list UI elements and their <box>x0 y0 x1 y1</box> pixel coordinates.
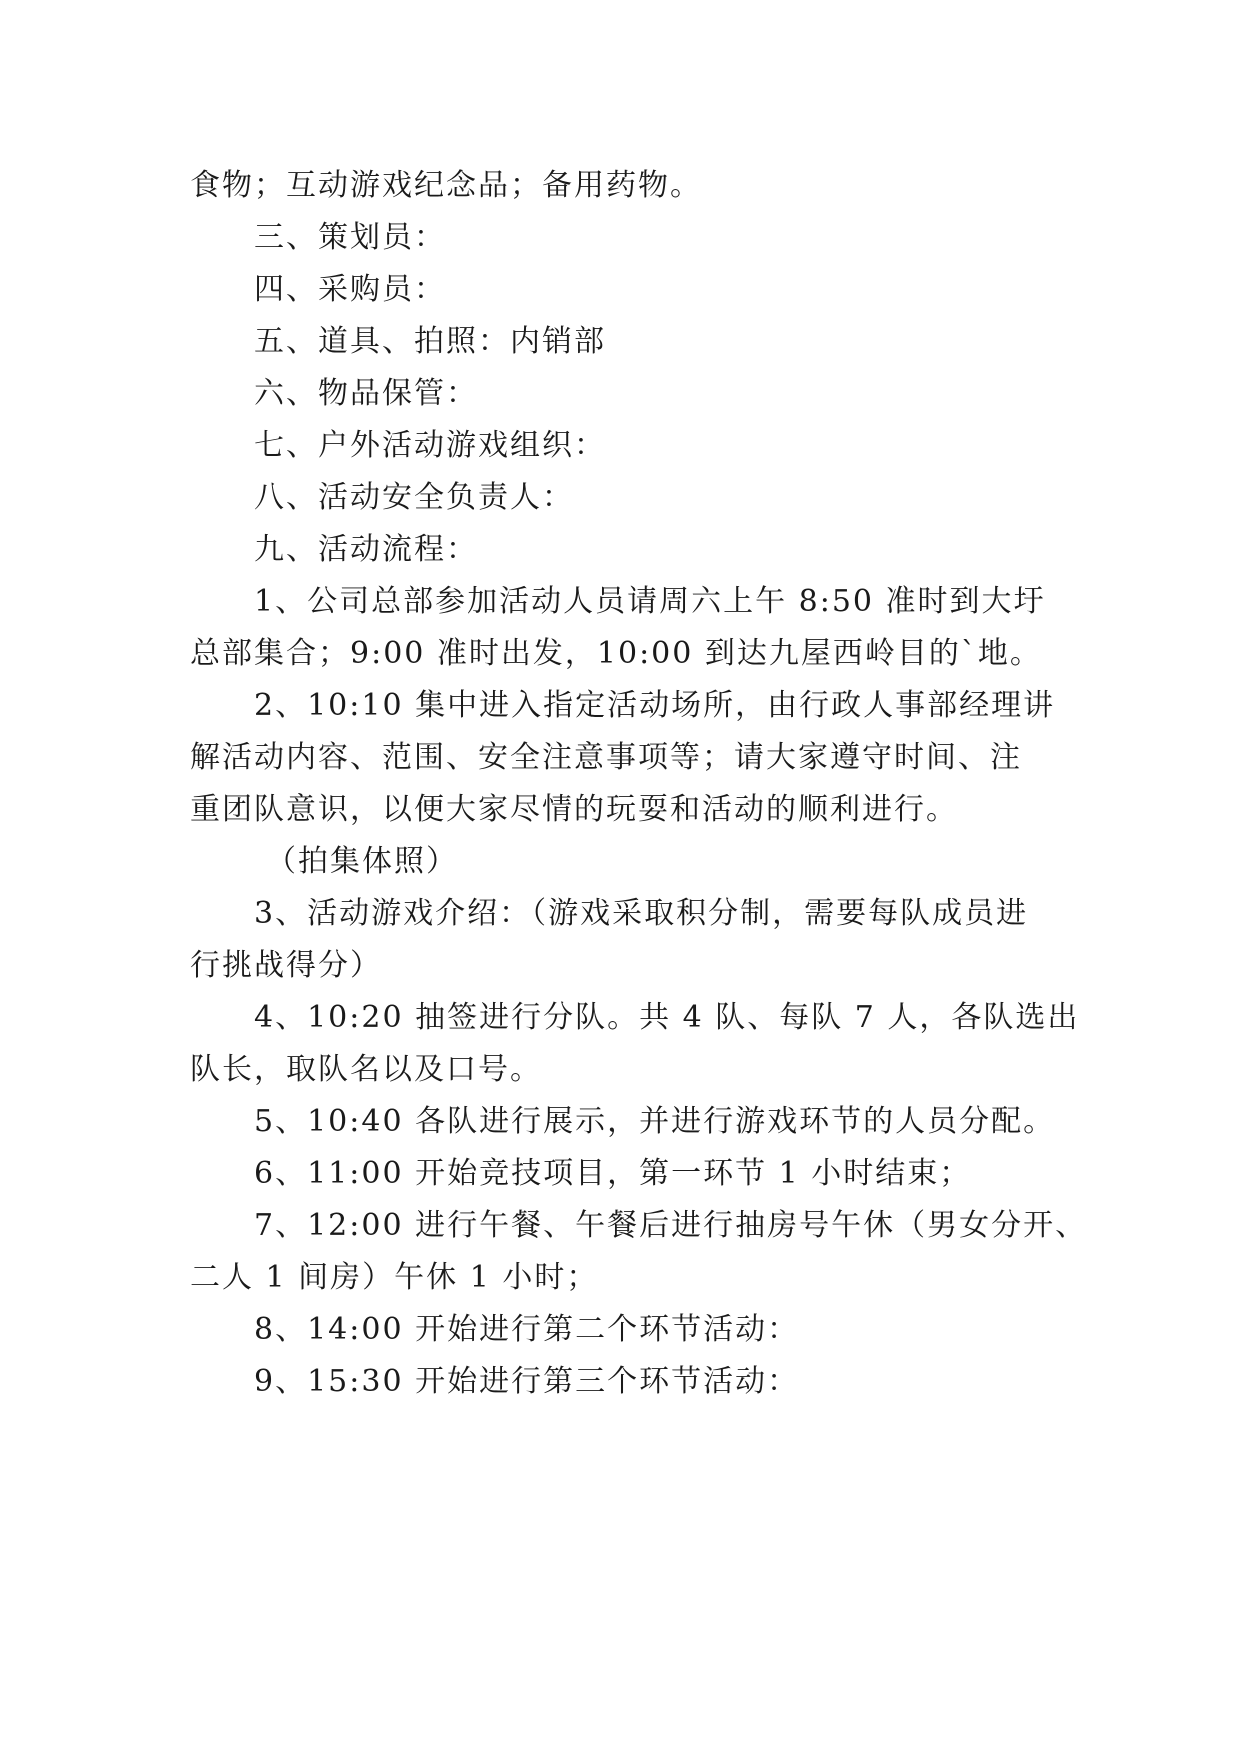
text-line: 6、11:00 开始竞技项目，第一环节 1 小时结束； <box>254 1156 972 1191</box>
text-line: 八、活动安全负责人： <box>254 480 574 515</box>
text-line: 六、物品保管： <box>254 376 478 411</box>
text-line: 4、10:20 抽签进行分队。共 4 队、每队 7 人，各队选出 <box>254 1000 1080 1035</box>
text-line: 1、公司总部参加活动人员请周六上午 8:50 准时到大圩 <box>254 584 1046 619</box>
text-line: 9、15:30 开始进行第三个环节活动： <box>254 1364 800 1399</box>
text-line: 解活动内容、范围、安全注意事项等；请大家遵守时间、注 <box>190 740 1022 775</box>
text-line: 七、户外活动游戏组织： <box>254 428 606 463</box>
text-line: 7、12:00 进行午餐、午餐后进行抽房号午休（男女分开、 <box>254 1208 1088 1243</box>
text-line: 二人 1 间房）午休 1 小时； <box>190 1260 599 1295</box>
text-line: 总部集合；9:00 准时出发，10:00 到达九屋西岭目的`地。 <box>190 636 1042 671</box>
text-line: 8、14:00 开始进行第二个环节活动： <box>254 1312 800 1347</box>
text-line: 食物；互动游戏纪念品；备用药物。 <box>190 168 702 203</box>
text-line: 队长，取队名以及口号。 <box>190 1052 542 1087</box>
text-line: 九、活动流程： <box>254 532 478 567</box>
text-line: 四、采购员： <box>254 272 446 307</box>
text-line: 五、道具、拍照：内销部 <box>254 324 606 359</box>
text-line: 行挑战得分） <box>190 948 382 983</box>
text-line: （拍集体照） <box>266 844 458 879</box>
text-line: 5、10:40 各队进行展示，并进行游戏环节的人员分配。 <box>254 1104 1056 1139</box>
text-line: 重团队意识，以便大家尽情的玩耍和活动的顺利进行。 <box>190 792 958 827</box>
text-line: 三、策划员： <box>254 220 446 255</box>
text-line: 2、10:10 集中进入指定活动场所，由行政人事部经理讲 <box>254 688 1056 723</box>
text-line: 3、活动游戏介绍：（游戏采取积分制，需要每队成员进 <box>254 896 1029 931</box>
